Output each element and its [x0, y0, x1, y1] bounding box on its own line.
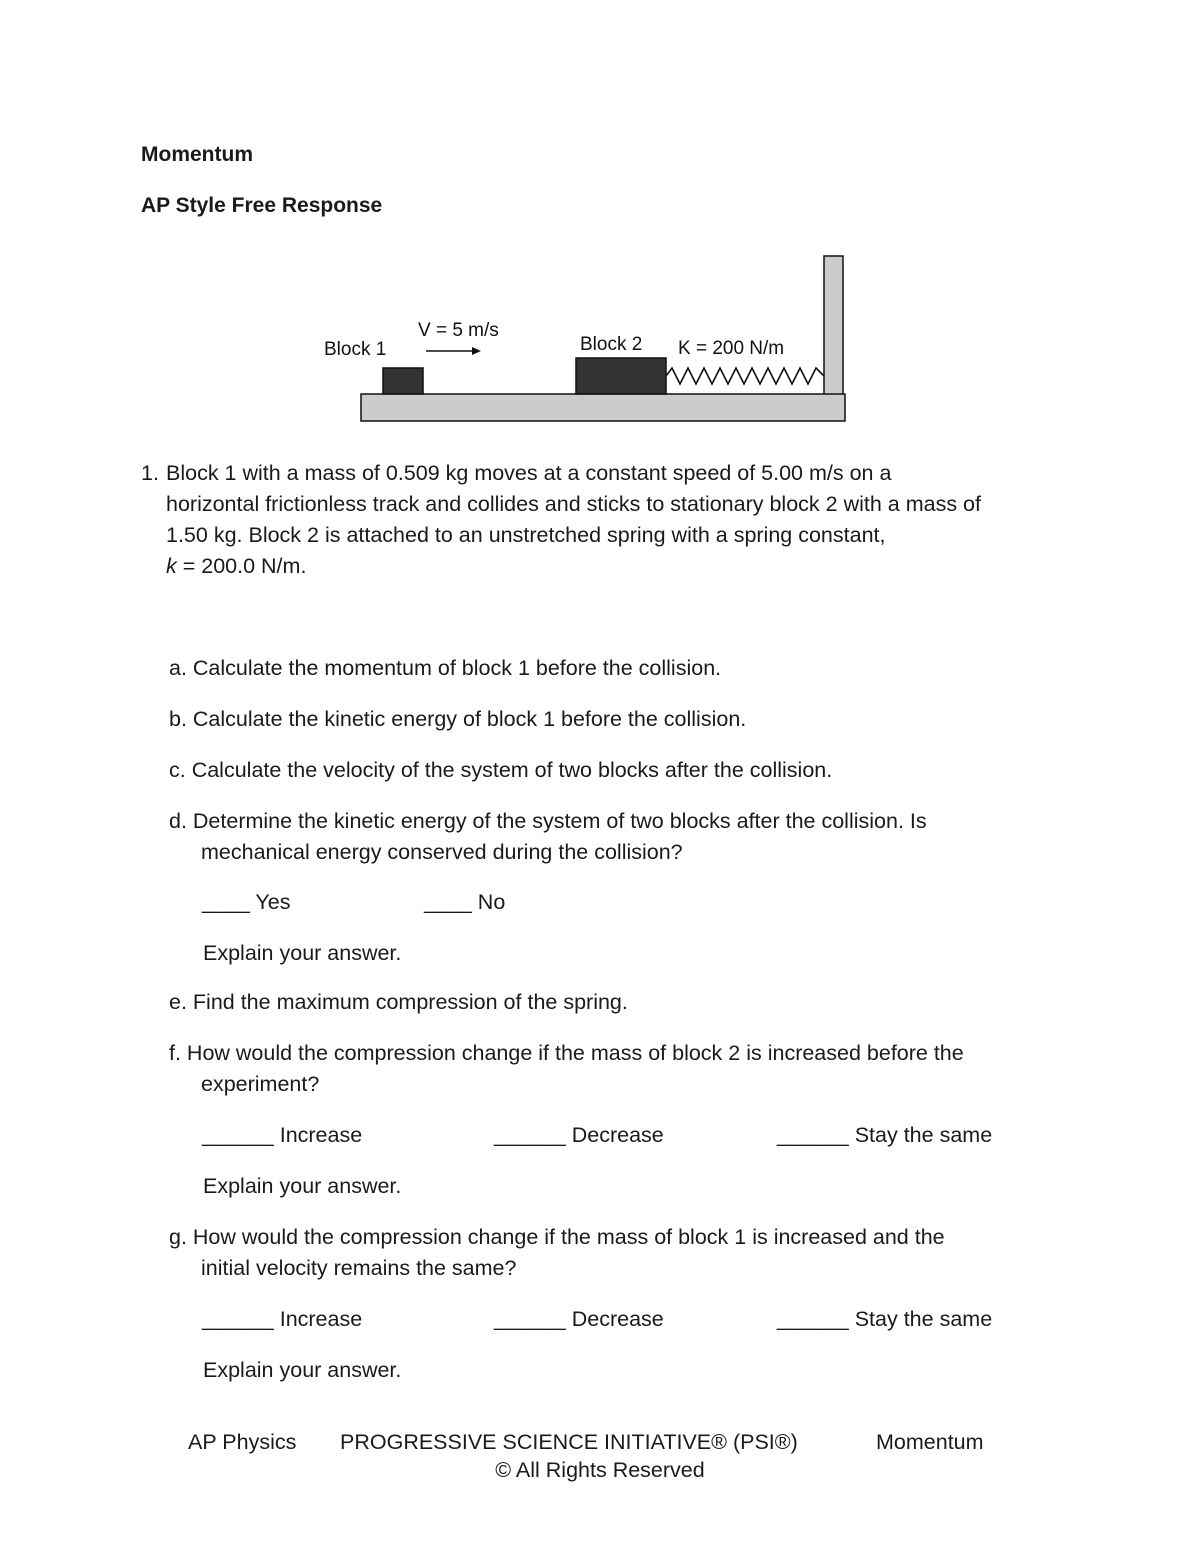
k-symbol: k — [166, 554, 177, 578]
spring — [666, 368, 824, 384]
question-f-line-2: experiment? — [201, 1072, 320, 1096]
question-g-explain: Explain your answer. — [203, 1358, 402, 1382]
track — [361, 394, 845, 421]
question-d-yes-option: ____ Yes — [202, 890, 291, 914]
question-f-decrease-option: ______ Decrease — [494, 1123, 664, 1147]
wall — [824, 256, 843, 395]
block-spring-diagram — [300, 245, 860, 430]
question-d-no-option: ____ No — [424, 890, 506, 914]
block-1 — [383, 368, 423, 394]
question-f-increase-option: ______ Increase — [202, 1123, 363, 1147]
question-g-increase-option: ______ Increase — [202, 1307, 363, 1331]
question-d-line-1: d. Determine the kinetic energy of the system of two blocks after the collision. Is — [169, 809, 927, 833]
page-subtitle: AP Style Free Response — [141, 194, 383, 217]
block-2-label: Block 2 — [580, 334, 643, 355]
question-g-line-2: initial velocity remains the same? — [201, 1256, 517, 1280]
question-e: e. Find the maximum compression of the spring. — [169, 990, 628, 1014]
question-g-same-option: ______ Stay the same — [777, 1307, 993, 1331]
footer-course: AP Physics — [188, 1430, 297, 1454]
question-d-line-2: mechanical energy conserved during the collision? — [201, 840, 683, 864]
problem-line-3: 1.50 kg. Block 2 is attached to an unstretched spring with a spring constant, — [166, 523, 886, 547]
block-1-label: Block 1 — [324, 339, 387, 360]
footer-rights: © All Rights Reserved — [495, 1458, 705, 1482]
question-f-line-1: f. How would the compression change if the mass of block 2 is increased before the — [169, 1041, 964, 1065]
question-g-decrease-option: ______ Decrease — [494, 1307, 664, 1331]
question-f-same-option: ______ Stay the same — [777, 1123, 993, 1147]
question-a: a. Calculate the momentum of block 1 before the collision. — [169, 656, 722, 680]
block-2 — [576, 358, 666, 394]
problem-line-2: horizontal frictionless track and collides and sticks to stationary block 2 with a mass of — [166, 492, 981, 516]
question-c: c. Calculate the velocity of the system of two blocks after the collision. — [169, 758, 833, 782]
velocity-label: V = 5 m/s — [418, 320, 499, 341]
footer-organization: PROGRESSIVE SCIENCE INITIATIVE® (PSI®) — [340, 1430, 798, 1454]
problem-number: 1. — [141, 461, 159, 485]
question-g-line-1: g. How would the compression change if the mass of block 1 is increased and the — [169, 1225, 945, 1249]
page-title: Momentum — [141, 143, 253, 166]
k-value: = 200.0 N/m. — [176, 554, 307, 578]
question-d-explain: Explain your answer. — [203, 941, 402, 965]
problem-line-1: Block 1 with a mass of 0.509 kg moves at a constant speed of 5.00 m/s on a — [166, 461, 892, 485]
problem-line-4 — [166, 554, 306, 579]
question-b: b. Calculate the kinetic energy of block 1 before the collision. — [169, 707, 747, 731]
spring-constant-label: K = 200 N/m — [678, 338, 785, 359]
footer-unit: Momentum — [876, 1430, 984, 1454]
velocity-arrowhead — [472, 347, 481, 355]
question-f-explain: Explain your answer. — [203, 1174, 402, 1198]
